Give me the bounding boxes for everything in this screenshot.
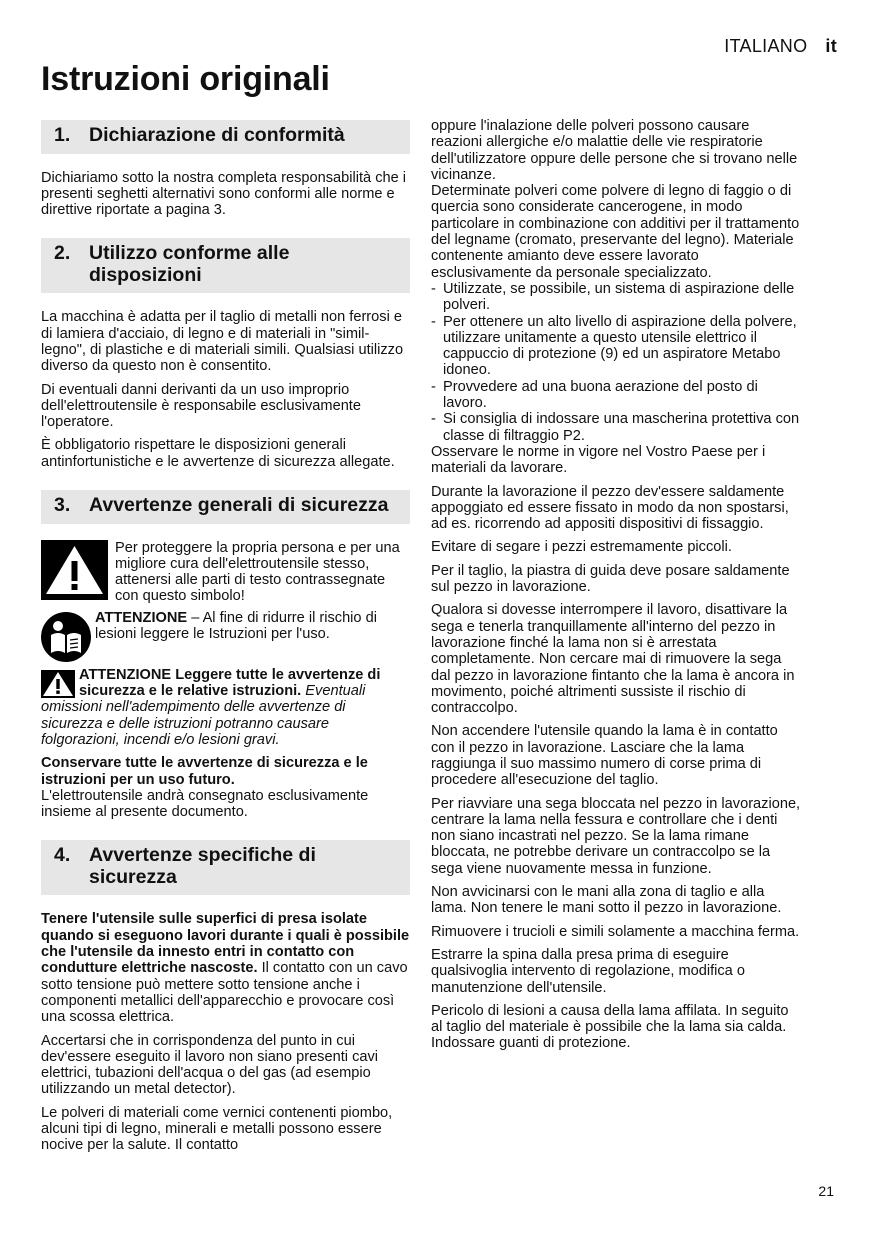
dust-list xyxy=(431,281,802,444)
paragraph: Qualora si dovesse interrompere il lavoro, disattivare la sega e tenerla tranquillamente all'interno del pezzo in lavorazione finché la lama non si è arrestata completamente. Non cercare mai di rimuovere la sega dal pezzo in lavorazione fintanto che la lama è ancora in movimento, poiché altrimenti sussiste il rischio di contraccolpo. xyxy=(431,602,795,717)
list-item: - Si consiglia di indossare una mascherina protettiva con classe di filtraggio P2. xyxy=(431,411,802,444)
paragraph: oppure l'inalazione delle polveri possono causare reazioni allergiche e/o malattie delle vie respiratorie dell'utilizzatore oppure delle persone che si trovano nelle vicinanze. xyxy=(431,118,798,183)
warning-icon xyxy=(41,540,108,600)
section-title: Utilizzo conforme alle disposizioni xyxy=(89,242,290,286)
section-title: Avvertenze specifiche di sicurezza xyxy=(89,844,316,888)
section-title: Dichiarazione di conformità xyxy=(89,124,345,146)
paragraph: Accertarsi che in corrispondenza del punto in cui dev'essere eseguito il lavoro non siano presenti cavi elettrici, tubazioni dell'acqua o del gas (ad esempio utilizzando un metal detector). xyxy=(41,1032,379,1098)
paragraph: Osservare le norme in vigore nel Vostro Paese per i materiali da lavorare. xyxy=(431,443,766,477)
section-1-heading xyxy=(41,120,410,154)
paragraph: Per il taglio, la piastra di guida deve posare saldamente sul pezzo in lavorazione. xyxy=(431,562,790,596)
attention-label: ATTENZIONE xyxy=(95,609,188,626)
paragraph: Dichiariamo sotto la nostra completa responsabilità che i presenti seghetti alternativi sono conformi alle norme e direttive riportate a pagina 3. xyxy=(41,169,407,219)
attention-body: – Al fine di ridurre il rischio di lesioni leggere le Istruzioni per l'uso. xyxy=(95,609,377,643)
list-item: - Utilizzate, se possibile, un sistema di aspirazione delle polveri. xyxy=(431,281,802,314)
attention-read-all xyxy=(41,667,410,748)
language-name: ITALIANO xyxy=(724,36,808,56)
section-number: 1. xyxy=(54,124,71,146)
warning-symbol-note xyxy=(41,540,410,605)
section-number: 2. xyxy=(54,242,71,265)
paragraph: Durante la lavorazione il pezzo dev'essere saldamente appoggiato ed essere fissato in modo da non spostarsi, ad es. ricorrendo ad appositi dispositivi di fissaggio. xyxy=(431,483,789,533)
keep-instructions-bold: Conservare tutte le avvertenze di sicurezza e le istruzioni per un uso futuro. xyxy=(41,755,368,788)
attention-bold-text: ATTENZIONE Leggere tutte le avvertenze di sicurezza e le relative istruzioni. xyxy=(79,666,381,700)
section-number: 4. xyxy=(54,844,71,867)
list-item: - Per ottenere un alto livello di aspirazione della polvere, utilizzare unitamente a questo utensile elettrico il cappuccio di protezione (9) ed un aspiratore Metabo idoneo. xyxy=(431,314,802,379)
paragraph: La macchina è adatta per il taglio di metalli non ferrosi e di lamiera d'acciaio, di legno e di materiali in "simil-legno", di plastiche e di materiali simili. Qualsiasi utilizzo diverso da questo non è consentito. xyxy=(41,309,404,375)
warning-icon xyxy=(41,670,75,698)
attention-read-manual xyxy=(41,610,410,662)
paragraph: Rimuovere i trucioli e simili solamente a macchina ferma. xyxy=(431,923,800,940)
keep-instructions-text: L'elettroutensile andrà consegnato esclusivamente insieme al presente documento. xyxy=(41,787,369,821)
paragraph xyxy=(41,911,410,1025)
paragraph-bold: Tenere l'utensile sulle superfici di presa isolate quando si eseguono lavori durante i quali è possibile che l'utensile da innesto entri in contatto con condutture elettriche nascoste. xyxy=(41,911,410,977)
section-4-heading xyxy=(41,840,410,895)
page-number: 21 xyxy=(818,1183,834,1199)
attention-italic-text: Eventuali omissioni nell'adempimento delle avvertenze di sicurezza e delle istruzioni potranno causare folgorazioni, incendi e/o lesioni gravi. xyxy=(41,683,366,748)
section-2-heading xyxy=(41,238,410,293)
paragraph: Di eventuali danni derivanti da un uso improprio dell'elettroutensile è responsabile esclusivamente l'operatore. xyxy=(41,381,361,431)
paragraph: Estrarre la spina dalla presa prima di eseguire qualsivoglia intervento di regolazione, modifica o manutenzione dell'utensile. xyxy=(431,946,745,996)
paragraph-text: Il contatto con un cavo sotto tensione può mettere sotto tensione anche i componenti metallici dell'apparecchio e provocare così una scossa elettrica. xyxy=(41,960,408,1026)
language-code: it xyxy=(825,36,837,56)
section-title: Avvertenze generali di sicurezza xyxy=(89,494,389,517)
paragraph: Evitare di segare i pezzi estremamente piccoli. xyxy=(431,539,732,556)
paragraph: È obbligatorio rispettare le disposizioni generali antinfortunistiche e le avvertenze di sicurezza allegate. xyxy=(41,437,395,470)
warning-text: Per proteggere la propria persona e per una migliore cura dell'elettroutensile stesso, attenersi alle parti di testo contrassegnate con questo simbolo! xyxy=(115,539,400,605)
paragraph: Non accendere l'utensile quando la lama è in contatto con il pezzo in lavorazione. Lasciare che la lama raggiunga il suo massimo numero di corse prima di procedere all'esecuzione del taglio. xyxy=(431,723,778,789)
section-number: 3. xyxy=(54,494,71,517)
section-3-heading xyxy=(41,490,410,524)
language-label xyxy=(724,36,837,57)
paragraph: Determinate polveri come polvere di legno di faggio o di quercia sono considerate cancerogene, in modo particolare in combinazione con additivi per il trattamento del legname (cromato, preservante del legno). Materiale contenente amianto deve essere lavorato esclusivamente da personale specializzato. xyxy=(431,183,800,281)
right-column xyxy=(431,118,802,1059)
paragraph: Le polveri di materiali come vernici contenenti piombo, alcuni tipi di legno, minerali e metalli possono essere nocive per la salute. Il contatto xyxy=(41,1104,393,1154)
attention-text xyxy=(95,610,410,643)
paragraph: Non avvicinarsi con le mani alla zona di taglio e alla lama. Non tenere le mani sotto il pezzo in lavorazione. xyxy=(431,884,782,917)
keep-instructions xyxy=(41,755,410,820)
paragraph: Per riavviare una sega bloccata nel pezzo in lavorazione, centrare la lama nella fessura e controllare che i denti non siano incastrati nel pezzo. Se la lama rimane bloccata, ne potrebbe derivare un contraccolpo se la sega viene nuovamente messa in funzione. xyxy=(431,795,801,877)
paragraph: Pericolo di lesioni a causa della lama affilata. In seguito al taglio del materiale è possibile che la lama sia calda. Indossare guanti di protezione. xyxy=(431,1002,789,1052)
list-item: - Provvedere ad una buona aerazione del posto di lavoro. xyxy=(431,379,802,412)
page-title: Istruzioni originali xyxy=(41,60,330,98)
read-manual-icon xyxy=(41,612,91,662)
left-column xyxy=(41,118,410,1161)
